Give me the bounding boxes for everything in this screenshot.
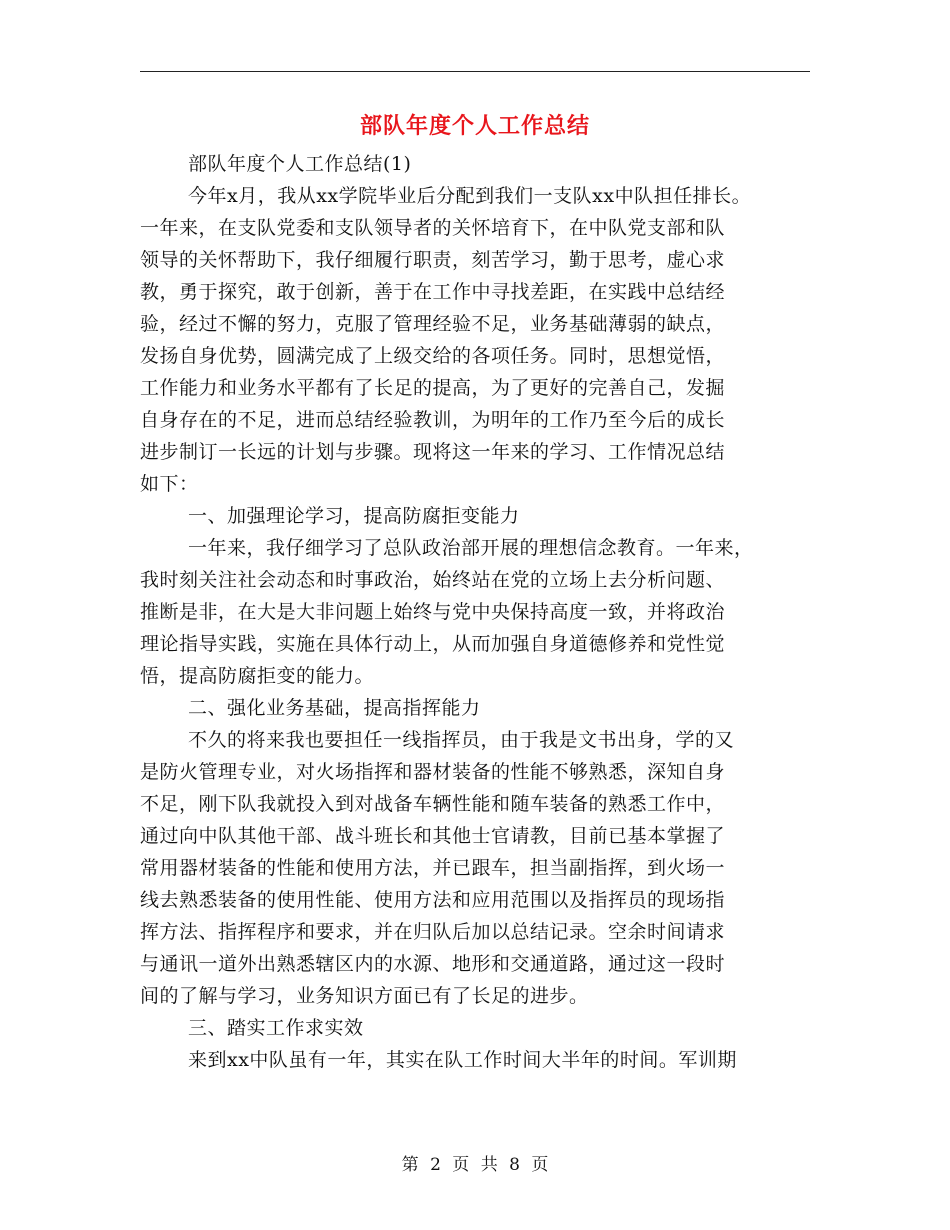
paragraph-line: 不足，刚下队我就投入到对战备车辆性能和随车装备的熟悉工作中， bbox=[140, 793, 726, 815]
paragraph-line: 来到xx中队虽有一年，其实在队工作时间大半年的时间。军训期 bbox=[188, 1049, 737, 1071]
paragraph-line: 今年x月，我从xx学院毕业后分配到我们一支队xx中队担任排长。 bbox=[188, 185, 752, 207]
paragraph-line: 二、强化业务基础，提高指挥能力 bbox=[188, 697, 481, 719]
paragraph-line: 如下： bbox=[140, 473, 199, 495]
paragraph-line: 常用器材装备的性能和使用方法，并已跟车，担当副指挥，到火场一 bbox=[140, 857, 726, 879]
paragraph-line: 领导的关怀帮助下，我仔细履行职责，刻苦学习，勤于思考，虚心求 bbox=[140, 249, 726, 271]
paragraph-line: 通过向中队其他干部、战斗班长和其他士官请教，目前已基本掌握了 bbox=[140, 825, 726, 847]
document-body bbox=[140, 148, 840, 1076]
paragraph-line: 一年来，在支队党委和支队领导者的关怀培育下，在中队党支部和队 bbox=[140, 217, 726, 239]
paragraph-line: 不久的将来我也要担任一线指挥员，由于我是文书出身，学的又 bbox=[188, 729, 735, 751]
paragraph-line: 进步制订一长远的计划与步骤。现将这一年来的学习、工作情况总结 bbox=[140, 441, 726, 463]
paragraph-line: 一、加强理论学习，提高防腐拒变能力 bbox=[188, 505, 520, 527]
paragraph-line: 自身存在的不足，进而总结经验教训，为明年的工作乃至今后的成长 bbox=[140, 409, 726, 431]
paragraph-line: 验，经过不懈的努力，克服了管理经验不足，业务基础薄弱的缺点， bbox=[140, 313, 726, 335]
paragraph-line: 线去熟悉装备的使用性能、使用方法和应用范围以及指挥员的现场指 bbox=[140, 889, 726, 911]
header-rule bbox=[140, 71, 810, 72]
paragraph-line: 挥方法、指挥程序和要求，并在归队后加以总结记录。空余时间请求 bbox=[140, 921, 726, 943]
paragraph-line: 推断是非，在大是大非问题上始终与党中央保持高度一致，并将政治 bbox=[140, 601, 726, 623]
page-number-footer: 第 2 页 共 8 页 bbox=[401, 1155, 549, 1175]
document-title: 部队年度个人工作总结 bbox=[359, 113, 590, 139]
paragraph-line: 一年来，我仔细学习了总队政治部开展的理想信念教育。一年来， bbox=[188, 537, 754, 559]
paragraph-line: 工作能力和业务水平都有了长足的提高，为了更好的完善自己，发掘 bbox=[140, 377, 726, 399]
paragraph-line: 与通讯一道外出熟悉辖区内的水源、地形和交通道路，通过这一段时 bbox=[140, 953, 726, 975]
paragraph-line: 三、踏实工作求实效 bbox=[188, 1017, 364, 1039]
paragraph-line: 部队年度个人工作总结(1) bbox=[188, 153, 412, 175]
paragraph-line: 理论指导实践，实施在具体行动上，从而加强自身道德修养和党性觉 bbox=[140, 633, 726, 655]
paragraph-line: 间的了解与学习，业务知识方面已有了长足的进步。 bbox=[140, 985, 589, 1007]
paragraph-line: 是防火管理专业，对火场指挥和器材装备的性能不够熟悉，深知自身 bbox=[140, 761, 726, 783]
paragraph-line: 我时刻关注社会动态和时事政治，始终站在党的立场上去分析问题、 bbox=[140, 569, 726, 591]
paragraph-line: 悟，提高防腐拒变的能力。 bbox=[140, 665, 375, 687]
paragraph-line: 教，勇于探究，敢于创新，善于在工作中寻找差距，在实践中总结经 bbox=[140, 281, 726, 303]
paragraph-line: 发扬自身优势，圆满完成了上级交给的各项任务。同时，思想觉悟， bbox=[140, 345, 726, 367]
